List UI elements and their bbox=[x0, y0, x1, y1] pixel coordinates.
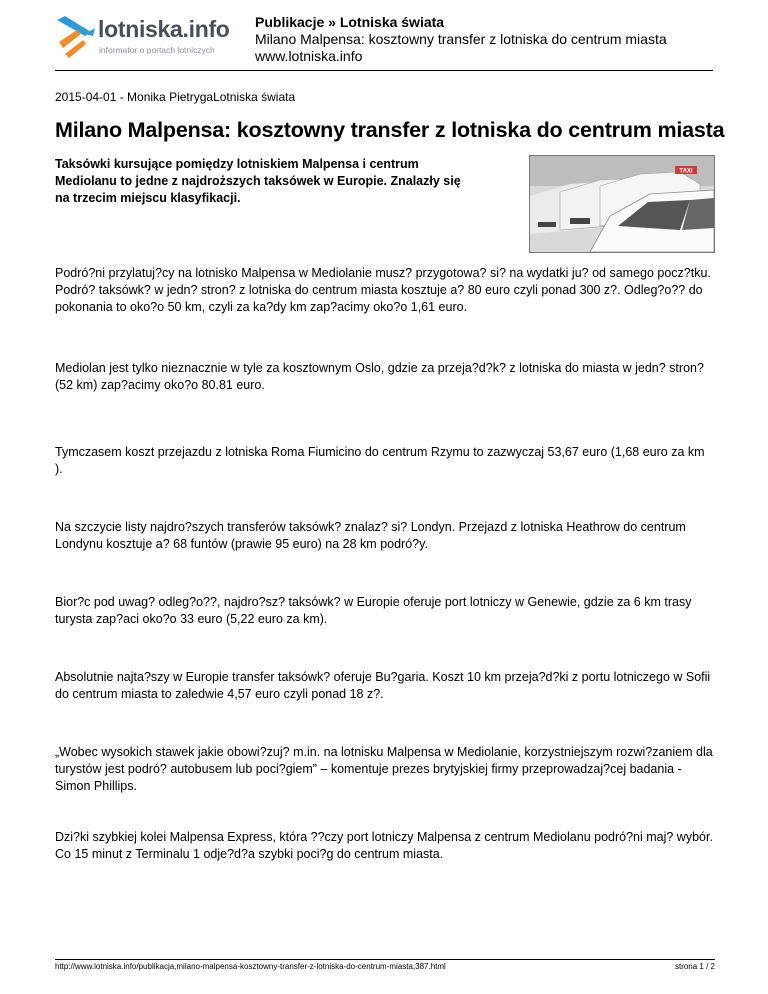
article-meta: 2015-04-01 - Monika PietrygaLotniska świata bbox=[55, 90, 296, 104]
taxi-sign-text: TAXI bbox=[679, 168, 693, 175]
site-logo[interactable] bbox=[55, 14, 245, 64]
logo-text: lotniska.info bbox=[98, 16, 230, 42]
paragraph-1: Podró?ni przylatuj?cy na lotnisko Malpensa w Mediolanie musz? przygotowa? si? na wydatki ju? od samego pocz?tku. Podró? taksówk? w jedn? stron? z lotniska do centrum miasta kosztuje a? 80 euro czyli ponad 300 z?. Odleg?o?? do pokonania to oko?o 50 km, czyli za ka?dy km zap?acimy oko?o 1,61 euro. bbox=[55, 266, 711, 314]
paragraph-2: Mediolan jest tylko nieznacznie w tyle za kosztownym Oslo, gdzie za przeja?d?k? z lotniska do miasta w jedn? stron? (52 km) zap?acimy oko?o 80.81 euro. bbox=[55, 361, 704, 392]
paragraph-8: Dzi?ki szybkiej kolei Malpensa Express, która ??czy port lotniczy Malpensa z centrum Mediolanu podró?ni maj? wybór. Co 15 minut z Terminalu 1 odje?d?a szybki poci?g do centrum miasta. bbox=[55, 830, 713, 861]
header-site-url[interactable]: www.lotniska.info bbox=[255, 48, 363, 64]
header-info bbox=[255, 14, 667, 65]
page-footer bbox=[55, 959, 715, 971]
taxi-photo bbox=[529, 155, 715, 253]
paragraph-6: Absolutnie najta?szy w Europie transfer taksówk? oferuje Bu?garia. Koszt 10 km przeja?d?ki z portu lotniczego w Sofii do centrum miasta to zaledwie 4,57 euro czyli ponad 18 z?. bbox=[55, 670, 711, 701]
footer-url[interactable]: http://www.lotniska.info/publikacja,milano-malpensa-kosztowny-transfer-z-lotniska-do-centrum-miasta,387.html bbox=[55, 962, 446, 971]
header-article-title: Milano Malpensa: kosztowny transfer z lotniska do centrum miasta bbox=[255, 31, 667, 47]
logo-tagline: informator o portach lotniczych bbox=[99, 45, 215, 55]
article-lead: Taksówki kursujące pomiędzy lotniskiem Malpensa i centrum Mediolanu to jedne z najdroższych taksówek w Europie. Znalazły się na trzecim miejscu klasyfikacji. bbox=[55, 157, 461, 205]
paragraph-4: Na szczycie listy najdro?szych transferów taksówk? znalaz? si? Londyn. Przejazd z lotniska Heathrow do centrum Londynu kosztuje a? 68 funtów (prawie 95 euro) na 28 km podró?y. bbox=[55, 520, 686, 551]
page-title: Milano Malpensa: kosztowny transfer z lotniska do centrum miasta bbox=[55, 118, 725, 142]
paragraph-3: Tymczasem koszt przejazdu z lotniska Roma Fiumicino do centrum Rzymu to zazwyczaj 53,67 euro (1,68 euro za km ). bbox=[55, 445, 705, 476]
page-number: strona 1 / 2 bbox=[674, 962, 715, 971]
plane-logo-icon bbox=[55, 14, 97, 60]
paragraph-5: Bior?c pod uwag? odleg?o??, najdro?sz? taksówk? w Europie oferuje port lotniczy w Genewie, gdzie za 6 km trasy turysta zap?aci oko?o 33 euro (5,22 euro za km). bbox=[55, 595, 692, 626]
page-header bbox=[55, 14, 713, 71]
paragraph-7: „Wobec wysokich stawek jakie obowi?zuj? m.in. na lotnisku Malpensa w Mediolanie, korzystniejszym rozwi?zaniem dla turystów jest podró? autobusem lub poci?giem” – komentuje prezes brytyjskiej firmy przeprowadzaj?cej badania - Simon Phillips. bbox=[55, 745, 713, 793]
breadcrumb[interactable]: Publikacje » Lotniska świata bbox=[255, 14, 445, 30]
taxi-illustration bbox=[530, 156, 714, 252]
